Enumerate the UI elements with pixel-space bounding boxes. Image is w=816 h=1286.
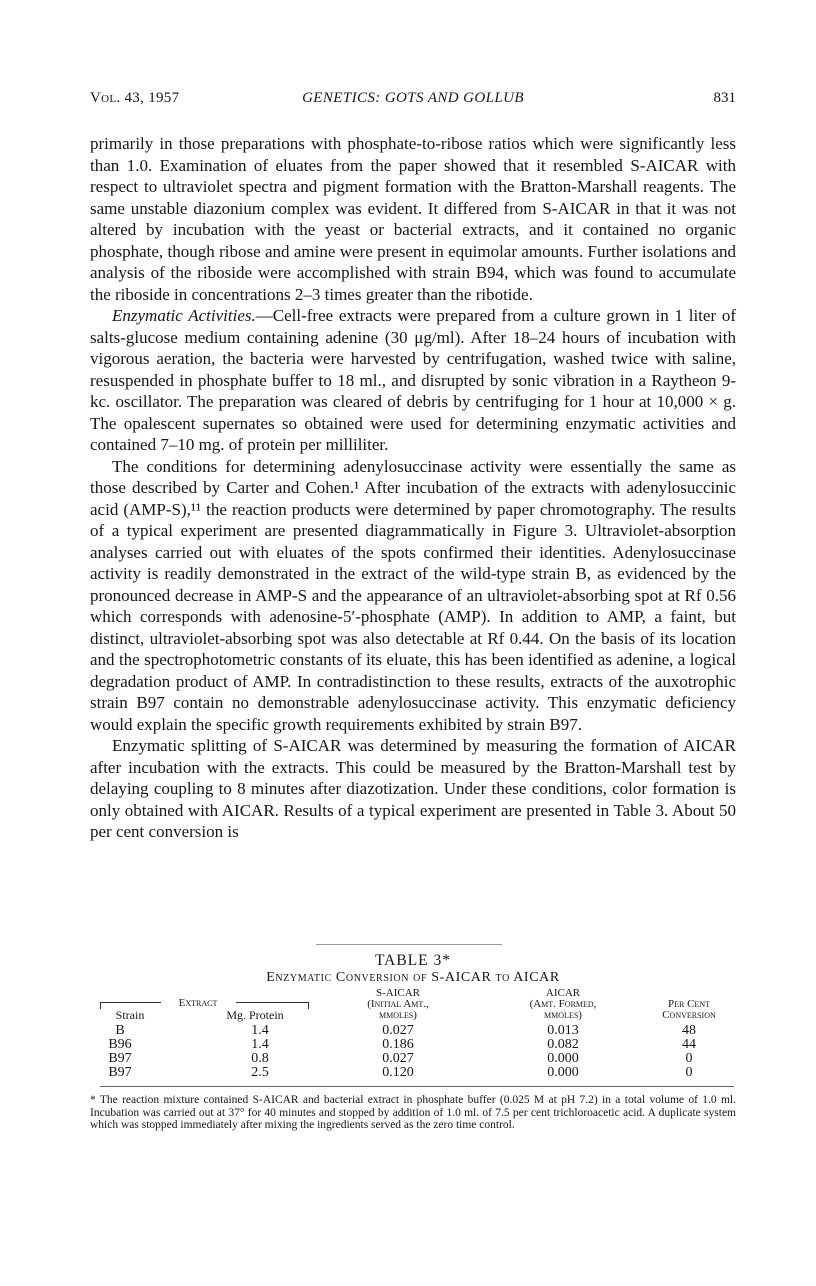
section-heading: Enzymatic Activities. [112,306,256,325]
cell-aicar: 0.082 [547,1037,579,1052]
header-strain: Strain [115,1008,145,1022]
cell-protein: 2.5 [251,1065,269,1080]
table-bottom-rule [100,1086,734,1087]
cell-pct: 0 [685,1065,693,1080]
header-pct-1: Per Cent [668,998,710,1010]
table-number: TABLE 3* [374,952,452,969]
header-saicar-1: S-AICAR [375,987,420,999]
cell-aicar: 0.013 [547,1023,579,1038]
cell-saicar: 0.027 [382,1051,414,1066]
cell-pct: 44 [682,1037,696,1052]
table-footnote: * The reaction mixture contained S-AICAR and bacterial extract in phosphate buffer (0.025 M at pH 7.2) in a total volume of 1.0 ml. Incubation was carried out at 37° for 40 minutes and stopped by addition of 1.0 ml. of 7.5 per cent trichloroacetic acid. A duplicate system which was stopped immediately after mixing the ingredients served as the zero time control. [90,1094,736,1131]
header-aicar-2: (Amt. Formed, [529,998,597,1010]
body-text [90,133,736,843]
extract-group-header: Extract [178,997,218,1009]
cell-strain: B97 [108,1051,132,1066]
cell-aicar: 0.000 [547,1065,579,1080]
cell-strain: B97 [108,1065,132,1080]
page-number: 831 [713,90,736,106]
volume-label: Vol. 43, 1957 [90,90,180,106]
cell-saicar: 0.186 [382,1037,414,1052]
cell-protein: 1.4 [251,1037,269,1052]
header-saicar-3: μmoles) [379,1009,417,1021]
header-saicar-2: (Initial Amt., [367,998,429,1010]
header-aicar-1: AICAR [545,987,581,999]
table-caption: Enzymatic Conversion of S-AICAR to AICAR [266,970,560,985]
cell-pct: 48 [682,1023,696,1038]
cell-strain: B [115,1023,125,1038]
cell-saicar: 0.120 [382,1065,414,1080]
paragraph-2-text: —Cell-free extracts were prepared from a culture grown in 1 liter of salts-glucose medium containing adenine (30 μg/ml). After 18–24 hours of incubation with vigorous aeration, the bacteria were harvested by centrifugation, washed twice with saline, resuspended in phosphate buffer to 18 ml., and disrupted by sonic vibration in a Raytheon 9-kc. oscillator. The preparation was cleared of debris by centrifuging for 1 hour at 10,000 × g. The opalescent supernates so obtained were used for determining enzymatic activities and contained 7–10 mg. of protein per milliliter. [90,306,736,454]
running-header [90,90,736,112]
header-protein: Mg. Protein [226,1008,284,1022]
cell-protein: 1.4 [251,1023,269,1038]
running-title: GENETICS: GOTS AND GOLLUB [302,90,524,106]
paragraph-4: Enzymatic splitting of S-AICAR was determined by measuring the formation of AICAR after incubation with the extracts. This could be measured by the Bratton-Marshall test by delaying coupling to 8 minutes after diazotization. Under these conditions, color formation is only obtained with AICAR. Results of a typical experiment are presented in Table 3. About 50 per cent conversion is [90,736,736,841]
header-aicar-3: μmoles) [544,1009,582,1021]
cell-protein: 0.8 [251,1051,269,1066]
paragraph-2 [90,305,736,456]
cell-aicar: 0.000 [547,1051,579,1066]
paragraph-3: The conditions for determining adenylosuccinase activity were essentially the same as those described by Carter and Cohen.¹ After incubation of the extracts with adenylosuccinic acid (AMP-S),¹¹ the reaction products were determined by paper chromotography. The results of a typical experiment are presented diagrammatically in Figure 3. Ultraviolet-absorption analyses carried out with eluates of the spots confirmed their identities. Adenylosuccinase activity is readily demonstrated in the extract of the wild-type strain B, as evidenced by the pronounced decrease in AMP-S and the appearance of an ultraviolet-absorbing spot at Rf 0.56 which corresponds with adenosine-5′-phosphate (AMP). In addition to AMP, a faint, but distinct, ultraviolet-absorbing spot was also detectable at Rf 0.44. On the basis of its location and the spectrophotometric constants of its eluate, this has been identified as adenine, a logical degradation product of AMP. In contradistinction to these results, extracts of the auxotrophic strain B97 contain no demonstrable adenylosuccinase activity. This enzymatic deficiency would explain the specific growth requirements exhibited by strain B97. [90,456,736,734]
paragraph-1: primarily in those preparations with phosphate-to-ribose ratios which were significantly less than 1.0. Examination of eluates from the paper showed that it resembled S-AICAR with respect to ultraviolet spectra and pigment formation with the Bratton-Marshall reagents. The same unstable diazonium complex was evident. It differed from S-AICAR in that it was not altered by incubation with the yeast or bacterial extracts, and it contained no organic phosphate, though ribose and amine were present in equimolar amounts. Further isolations and analysis of the riboside were accomplished with strain B94, which was found to accumulate the riboside in concentrations 2–3 times greater than the ribotide. [90,134,736,304]
cell-pct: 0 [685,1051,693,1066]
cell-saicar: 0.027 [382,1023,414,1038]
separator-rule [316,944,502,945]
header-pct-2: Conversion [662,1009,716,1021]
cell-strain: B96 [108,1037,132,1052]
